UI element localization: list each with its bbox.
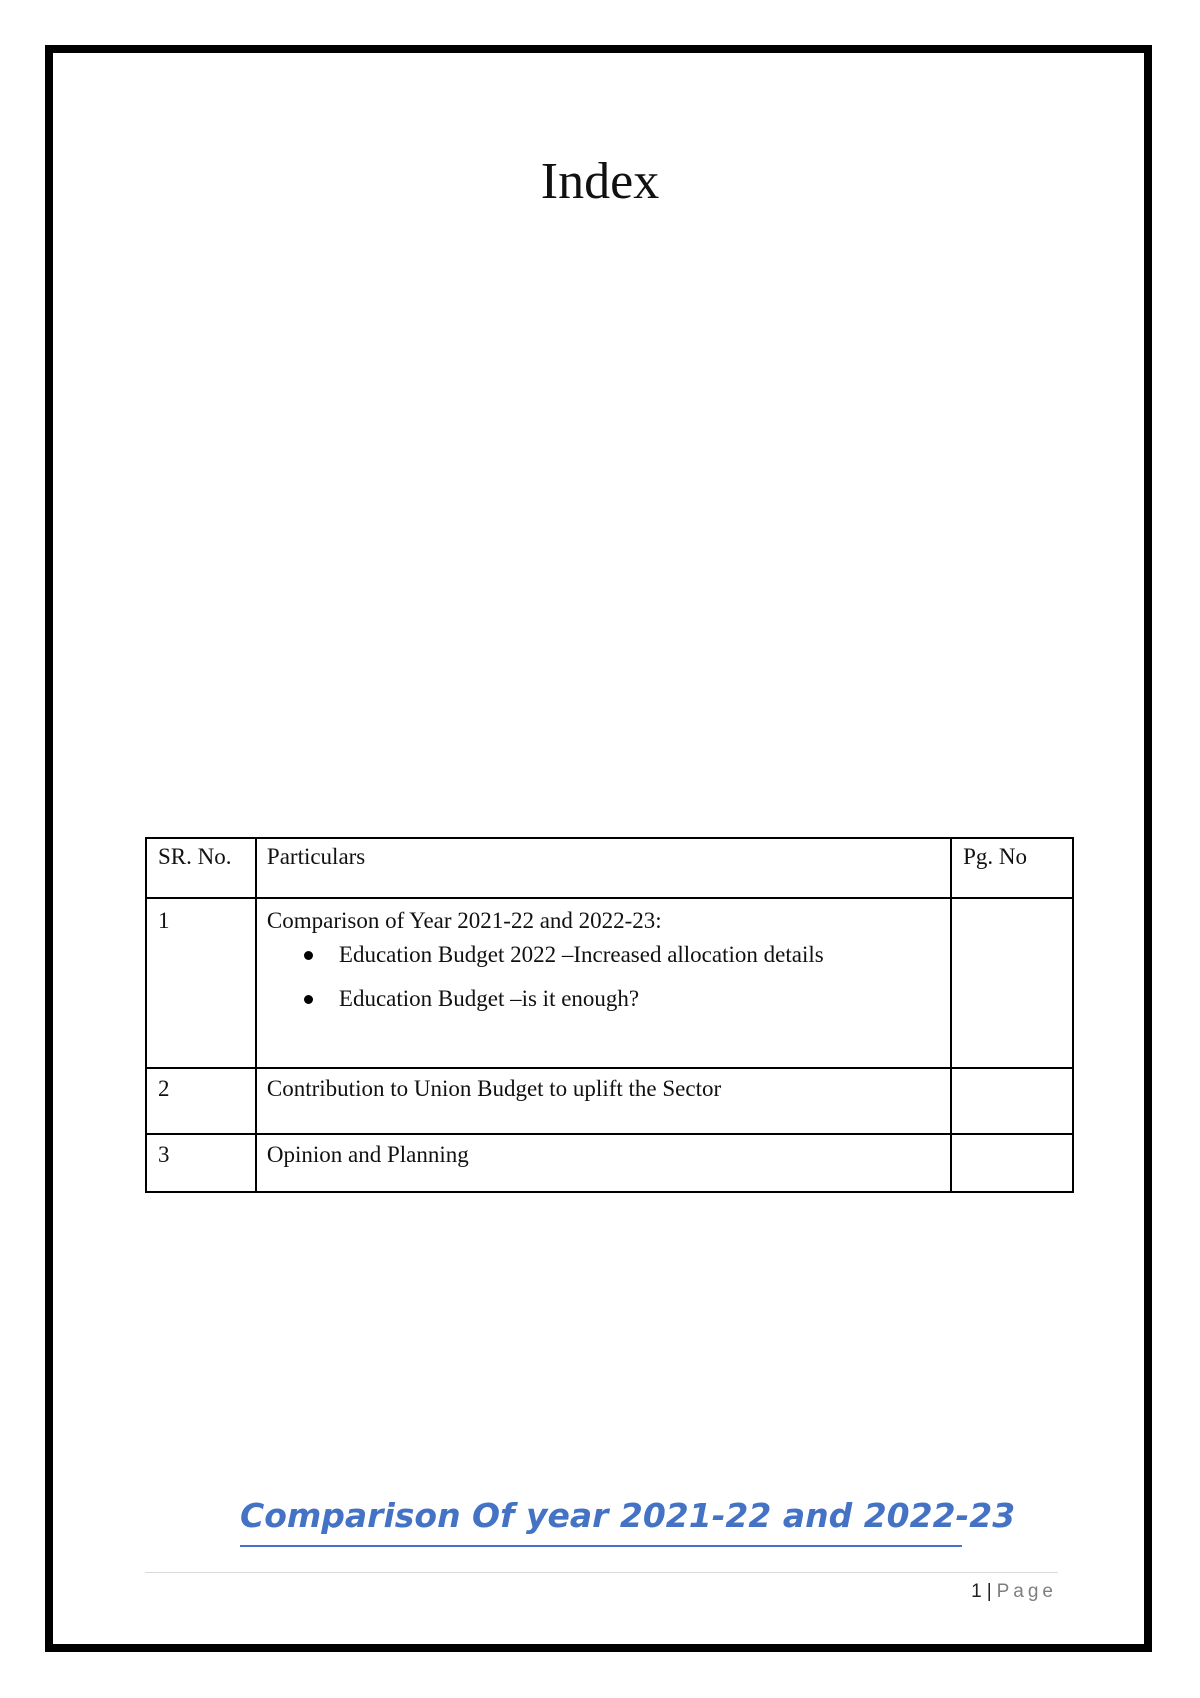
page-label: Page [996, 1581, 1057, 1602]
row-page-no [951, 898, 1073, 1068]
page-number [971, 1578, 1057, 1606]
page-title: Index [540, 153, 660, 210]
row-particulars: Contribution to Union Budget to uplift the Sector [256, 1068, 951, 1134]
table-header-row [146, 838, 1073, 898]
row-page-no [951, 1068, 1073, 1134]
footer-heading: Comparison Of year 2021-22 and 2022-23 [240, 1496, 1016, 1535]
table-row [146, 1134, 1073, 1192]
row-sr-no: 1 [146, 898, 256, 1068]
bullet-list [267, 939, 940, 1015]
row-page-no [951, 1134, 1073, 1192]
header-particulars: Particulars [256, 838, 951, 898]
footer-heading-underline [240, 1545, 962, 1547]
bullet-dot-icon [304, 951, 313, 960]
row-particulars [256, 898, 951, 1068]
bullet-item [297, 983, 940, 1015]
header-sr-no: SR. No. [146, 838, 256, 898]
row-particulars: Opinion and Planning [256, 1134, 951, 1192]
row-sr-no: 3 [146, 1134, 256, 1192]
header-page-no: Pg. No [951, 838, 1073, 898]
bullet-text: Education Budget 2022 –Increased allocation details [338, 942, 824, 967]
row-particulars-text: Comparison of Year 2021-22 and 2022-23: [266, 908, 662, 933]
bullet-dot-icon [304, 995, 313, 1004]
row-sr-no: 2 [146, 1068, 256, 1134]
bullet-text: Education Budget –is it enough? [338, 986, 640, 1011]
footer-divider [145, 1572, 1058, 1573]
page-number-separator: | [986, 1581, 992, 1602]
index-table [145, 837, 1074, 1193]
bullet-item [297, 939, 940, 971]
page-number-value: 1 [971, 1581, 982, 1602]
table-row [146, 898, 1073, 1068]
table-row [146, 1068, 1073, 1134]
